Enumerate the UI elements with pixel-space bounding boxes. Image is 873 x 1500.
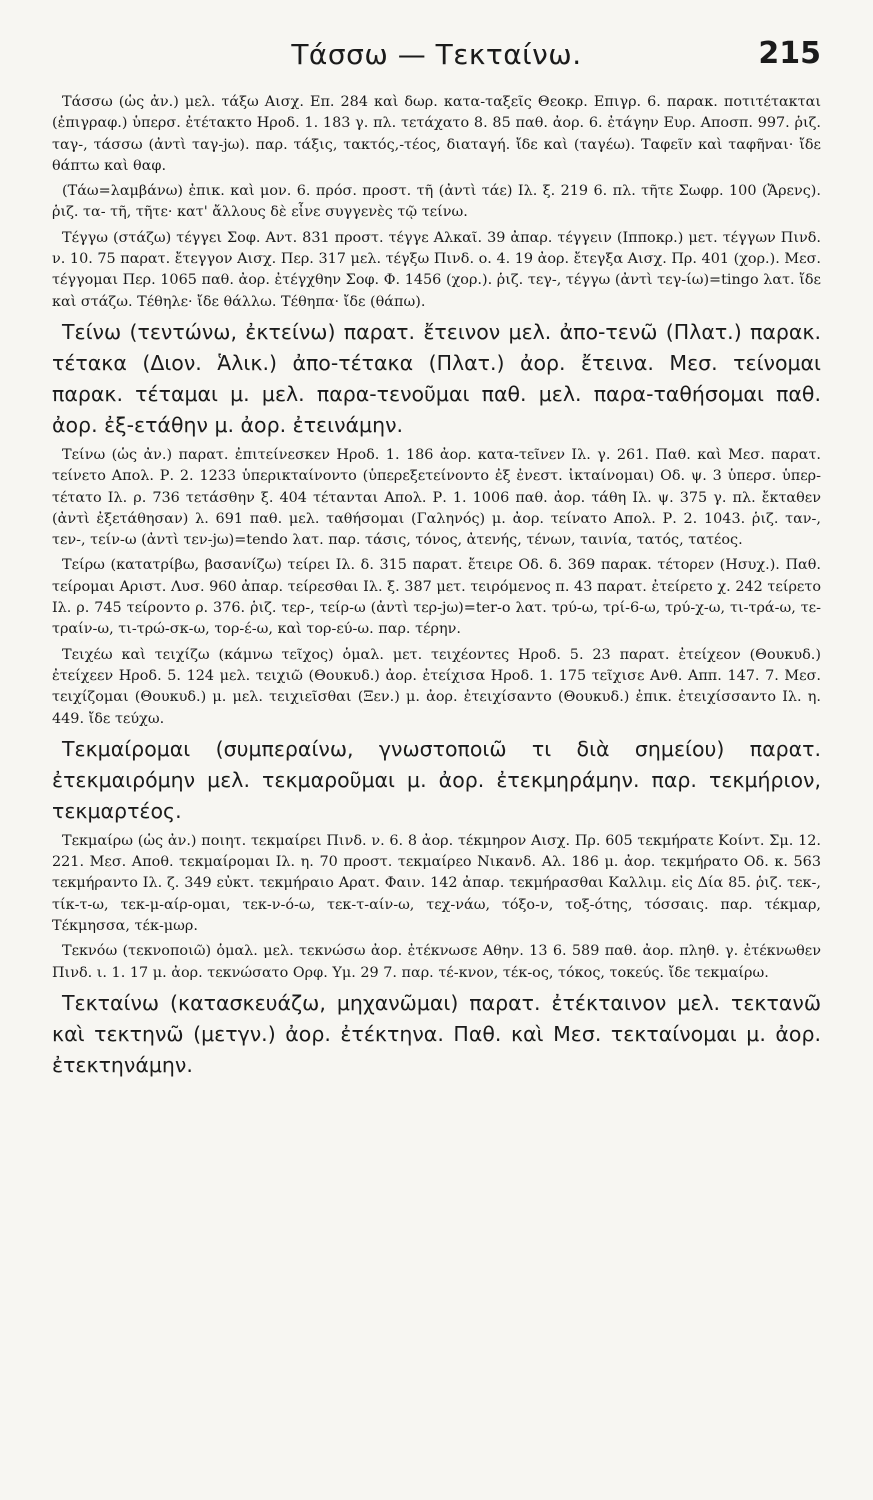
running-head xyxy=(52,0,821,92)
entries-column xyxy=(52,92,821,1081)
page-number: 215 xyxy=(758,36,821,71)
entry-teicheo: Τειχέω καὶ τειχίζω (κάμνω τεῖχος) ὁμαλ. μετ. τειχέοντες Ηροδ. 5. 23 παρατ. ἐτείχεον (Θουκυδ.) ἐτείχεεν Ηροδ. 5. 124 μελ. τειχιῶ (Θουκυδ.) ἀορ. ἐτείχισα Ηροδ. 1. 175 τεῖχισε Ανθ. Αππ. 147. 7. Μεσ. τειχίζομαι (Θουκυδ.) μ. μελ. τειχιεῖσθαι (Ξεν.) μ. ἀορ. ἐτειχίσαντο (Θουκυδ.) ἐπικ. ἐτειχίσσαντο Ιλ. η. 449. ἴδε τεύχω. xyxy=(52,646,821,727)
page-title: Τάσσω — Τεκταίνω. xyxy=(291,38,582,71)
entry-tekmairo-detail: Τεκμαίρω (ὡς ἀν.) ποιητ. τεκμαίρει Πινδ. ν. 6. 8 ἀορ. τέκμηρον Αισχ. Πρ. 605 τεκμήρατε Κοίντ. Σμ. 12. 221. Μεσ. Αποθ. τεκμαίρομαι Ιλ. η. 70 προστ. τεκμαίρεο Νικανδ. Αλ. 186 μ. ἀορ. τεκμήρατο Οδ. κ. 563 τεκμήραντο Ιλ. ζ. 349 εὐκτ. τεκμήραιο Αρατ. Φαιν. 142 ἀπαρ. τεκμήρασθαι Καλλιμ. εἰς Δία 85. ῥιζ. τεκ-, τίκ-τ-ω, τεκ-μ-αίρ-ομαι, τεκ-ν-ό-ω, τεκ-τ-αίν-ω, τεχ-νάω, τόξο-ν, τοξ-ότης, τόσσαις. παρ. τέκμαρ, Τέκμησσα, τέκ-μωρ. xyxy=(52,832,821,935)
entry-tekmairomai-main: Τεκμαίρομαι (συμπεραίνω, γνωστοποιῶ τι διὰ σημείου) παρατ. ἐτεκμαιρόμην μελ. τεκμαροῦμαι μ. ἀορ. ἐτεκμηράμην. παρ. τεκμήριον, τεκμαρτέος. xyxy=(52,736,821,823)
entry-tasso: Τάσσω (ὡς ἀν.) μελ. τάξω Αισχ. Επ. 284 καὶ δωρ. κατα-ταξεῖς Θεοκρ. Επιγρ. 6. παρακ. ποτιτέτακται (ἐπιγραφ.) ὑπερσ. ἐτέτακτο Ηροδ. 1. 183 γ. πλ. τετάχατο 8. 85 παθ. ἀορ. 6. ἐτάγην Ευρ. Αποσπ. 997. ῥιζ. ταγ-, τάσσω (ἀντὶ ταγ-jω). παρ. τάξις, τακτός,-τέος, διαταγή. ἴδε καὶ (ταγέω). Ταφεῖν καὶ ταφῆναι· ἴδε θάπτω καὶ θαφ. xyxy=(52,94,821,174)
entry-tengo: Τέγγω (στάζω) τέγγει Σοφ. Αντ. 831 προστ. τέγγε Αλκαῖ. 39 ἀπαρ. τέγγειν (Ιπποκρ.) μετ. τέγγων Πινδ. ν. 10. 75 παρατ. ἔτεγγον Αισχ. Περ. 317 μελ. τέγξω Πινδ. ο. 4. 19 ἀορ. ἔτεγξα Αισχ. Πρ. 401 (χορ.). Μεσ. τέγγομαι Περ. 1065 παθ. ἀορ. ἐτέγχθην Σοφ. Φ. 1456 (χορ.). ῥιζ. τεγ-, τέγγω (ἀντὶ τεγ-ίω)=tingo λατ. ἴδε καὶ στάζω. Τέθηλε· ἴδε θάλλω. Τέθηπα· ἴδε (θάπω). xyxy=(52,229,821,310)
entry-tao: (Τάω=λαμβάνω) ἐπικ. καὶ μον. 6. πρόσ. προστ. τῆ (ἀντὶ τάε) Ιλ. ξ. 219 6. πλ. τῆτε Σωφρ. 100 (Ἄρενς). ῥιζ. τα- τῆ, τῆτε· κατ' ἄλλους δὲ εἶνε συγγενὲς τῷ τείνω. xyxy=(52,183,821,221)
entry-teino-detail: Τείνω (ὡς ἀν.) παρατ. ἐπιτείνεσκεν Ηροδ. 1. 186 ἀορ. κατα-τεῖνεν Ιλ. γ. 261. Παθ. καὶ Μεσ. παρατ. τείνετο Απολ. Ρ. 2. 1233 ὑπερικταίνοντο (ὑπερεξετείνοντο ἐξ ἐνεστ. ἰκταίνομαι) Οδ. ψ. 3 ὑπερσ. ὑπερ-τέτατο Ιλ. ρ. 736 τετάσθην ξ. 404 τέτανται Απολ. Ρ. 1. 1006 παθ. ἀορ. τάθη Ιλ. ψ. 375 γ. πλ. ἔκταθεν (ἀντὶ ἐξετάθησαν) λ. 691 παθ. μελ. ταθήσομαι (Γαληνός) μ. ἀορ. τείνατο Απολ. Ρ. 2. 1043. ῥιζ. ταν-, τεν-, τείν-ω (ἀντὶ τεν-jω)=tendo λατ. παρ. τάσις, τόνος, ἀτενής, τένων, ταινία, τατός, τατέος. xyxy=(52,446,821,549)
entry-teknoo: Τεκνόω (τεκνοποιῶ) ὁμαλ. μελ. τεκνώσω ἀορ. ἐτέκνωσε Αθην. 13 6. 589 παθ. ἀορ. πληθ. γ. ἐτέκνωθεν Πινδ. ι. 1. 17 μ. ἀορ. τεκνώσατο Ορφ. Υμ. 29 7. παρ. τέ-κνον, τέκ-ος, τόκος, τοκεύς. ἴδε τεκμαίρω. xyxy=(52,943,821,981)
entry-tektaino-main: Τεκταίνω (κατασκευάζω, μηχανῶμαι) παρατ. ἐτέκταινον μελ. τεκτανῶ καὶ τεκτηνῶ (μετγν.) ἀορ. ἐτέκτηνα. Παθ. καὶ Μεσ. τεκταίνομαι μ. ἀορ. ἐτεκτηνάμην. xyxy=(52,990,821,1077)
entry-teino-main: Τείνω (τεντώνω, ἐκτείνω) παρατ. ἔτεινον μελ. ἀπο-τενῶ (Πλατ.) παρακ. τέτακα (Διον. Ἁλικ.) ἀπο-τέτακα (Πλατ.) ἀορ. ἔτεινα. Μεσ. τείνομαι παρακ. τέταμαι μ. μελ. παρα-τενοῦμαι παθ. μελ. παρα-ταθήσομαι παθ. ἀορ. ἐξ-ετάθην μ. ἀορ. ἐτεινάμην. xyxy=(52,319,821,437)
entry-teiro: Τείρω (κατατρίβω, βασανίζω) τείρει Ιλ. δ. 315 παρατ. ἔτειρε Οδ. δ. 369 παρακ. τέτορεν (Ησυχ.). Παθ. τείρομαι Αριστ. Λυσ. 960 ἀπαρ. τείρεσθαι Ιλ. ξ. 387 μετ. τειρόμενος π. 43 παρατ. ἐτείρετο χ. 242 τείρετο Ιλ. ρ. 745 τείροντο ρ. 376. ῥιζ. τερ-, τείρ-ω (ἀντὶ τερ-jω)=ter-o λατ. τρύ-ω, τρί-6-ω, τρύ-χ-ω, τι-τρά-ω, τε-τραίν-ω, τι-τρώ-σκ-ω, τορ-έ-ω, καὶ τορ-εύ-ω. παρ. τέρην. xyxy=(52,557,821,638)
